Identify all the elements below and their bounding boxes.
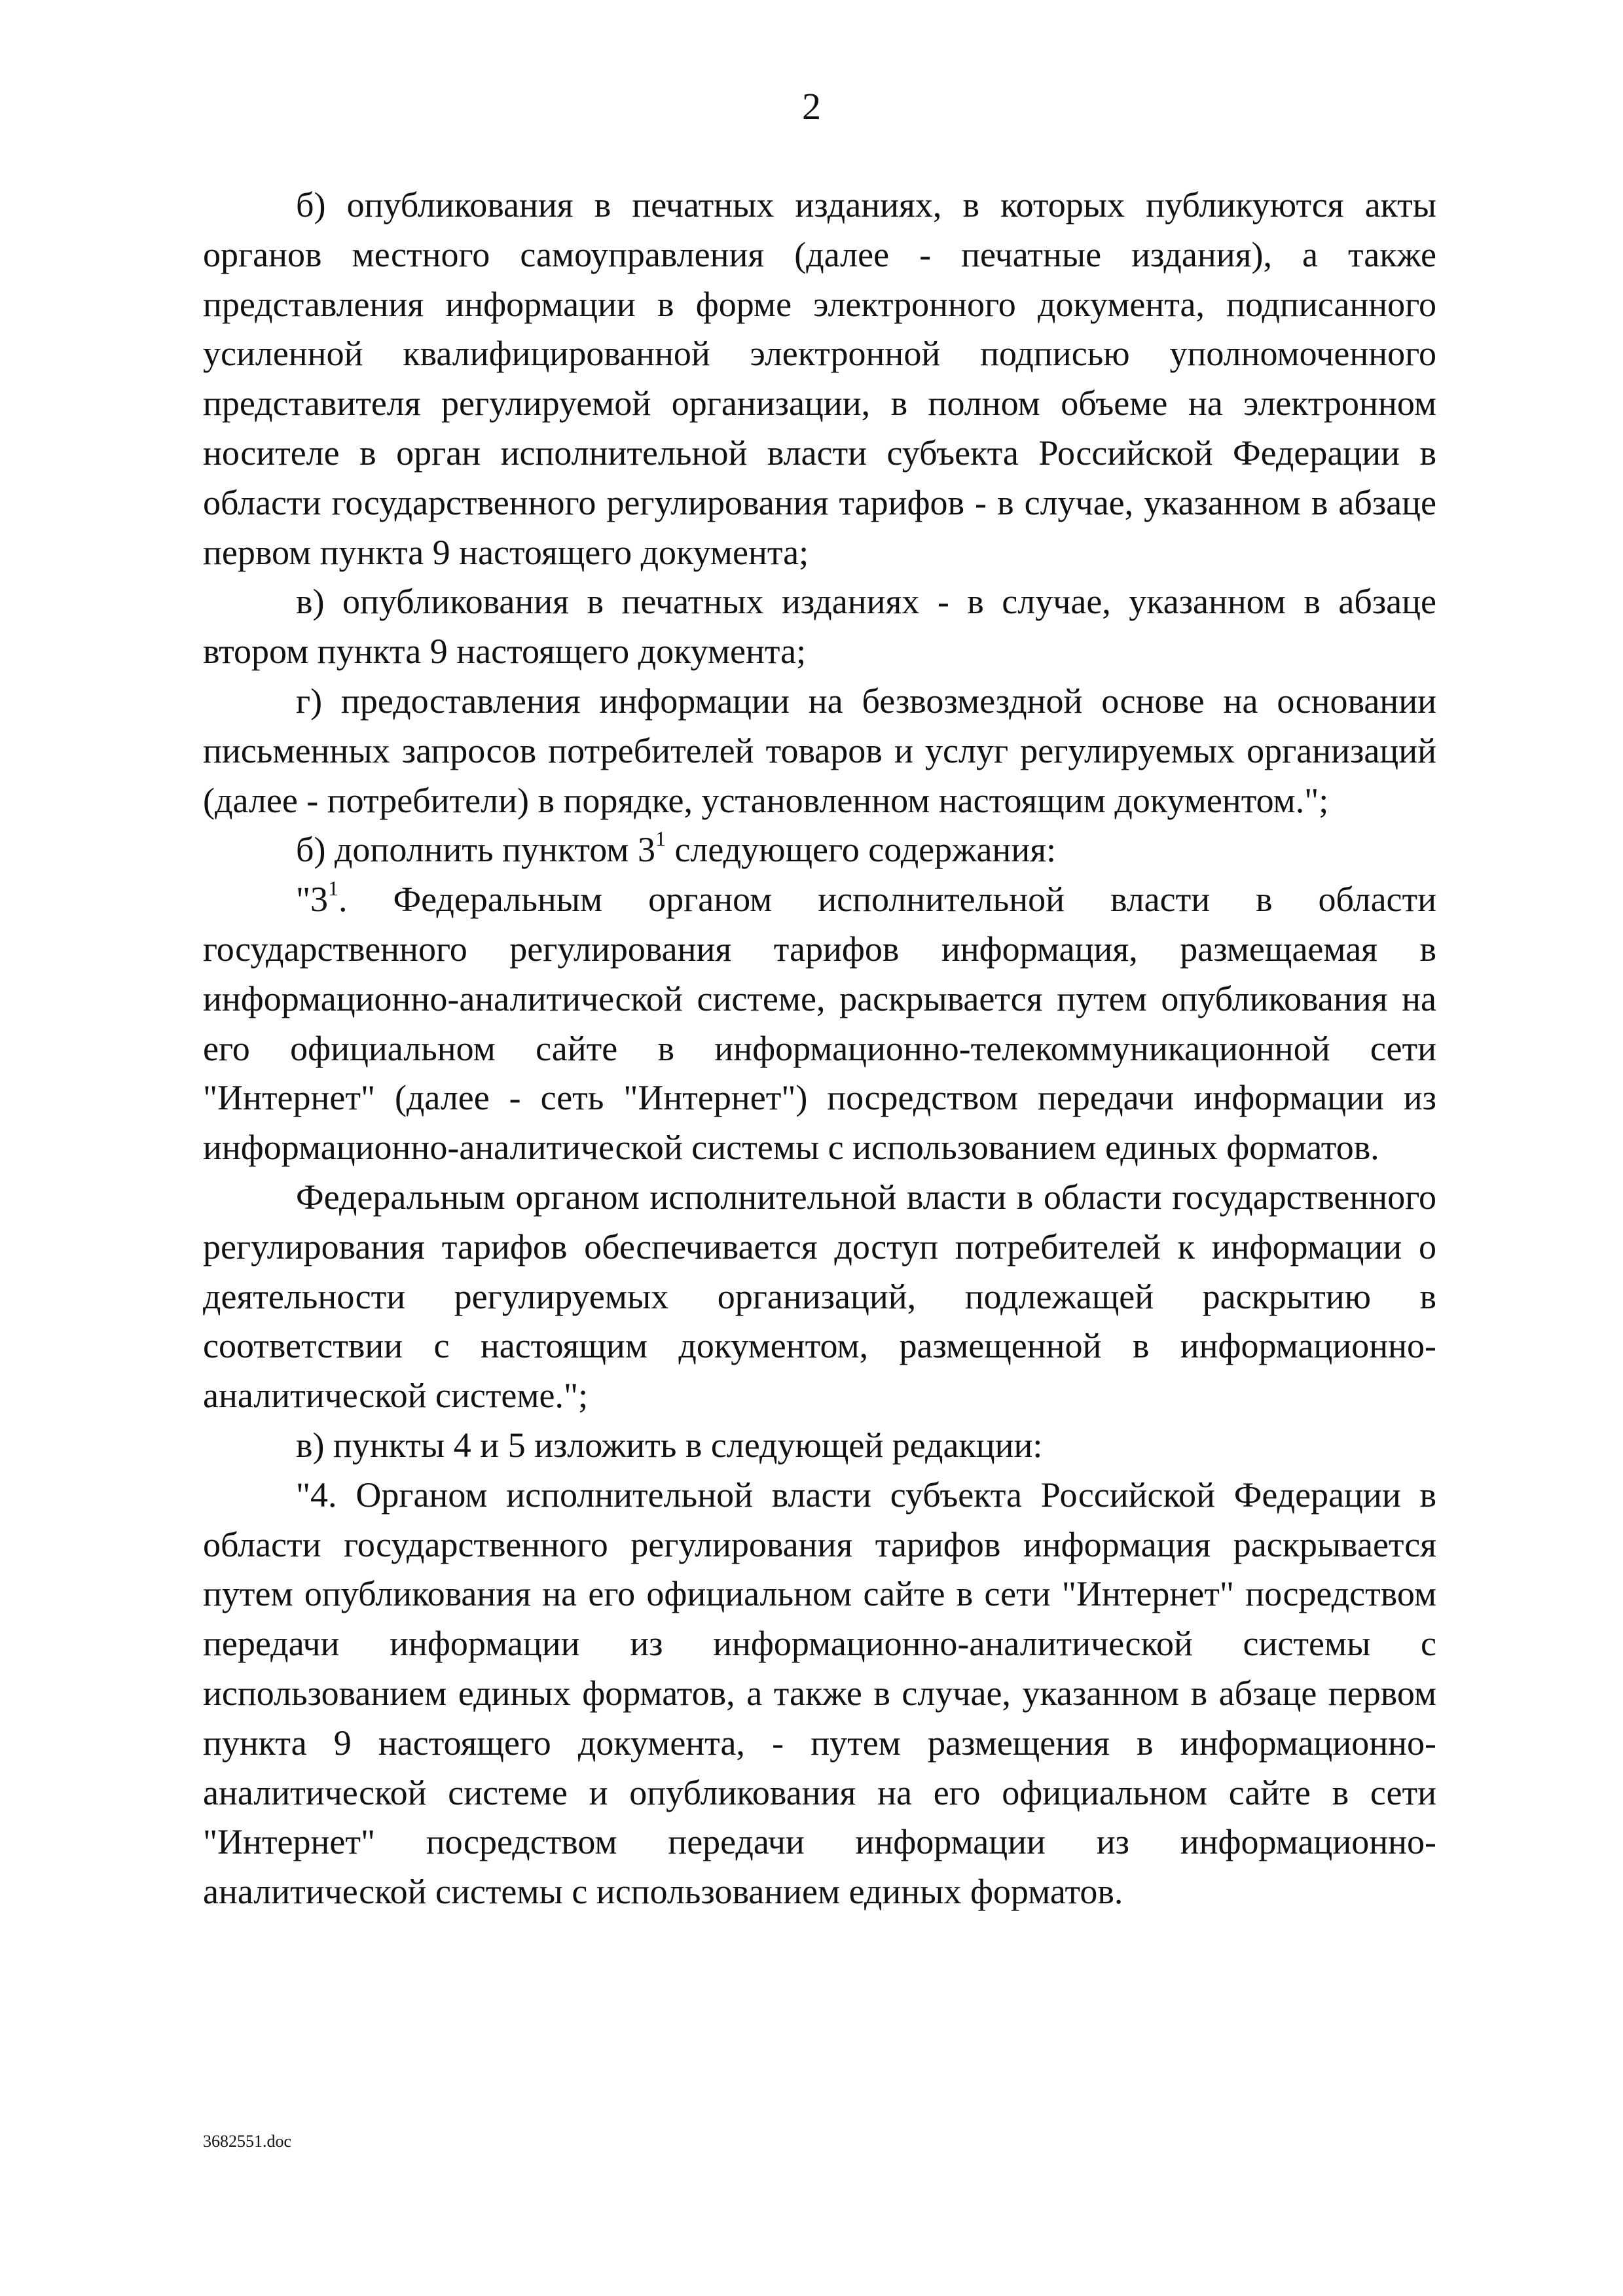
paragraph-federal-access: Федеральным органом исполнительной власти в области государственного регулирования тарифов обеспечивается доступ потребителей к информации о деятельности регулируемых организаций, подлежащей раскрытию в соответствии с настоящим документом, размещенной в информационно-аналитической системе.";: [203, 1177, 1436, 1416]
supplement-prefix: б) дополнить пунктом 3: [296, 830, 655, 870]
paragraph-b-publication: б) опубликования в печатных изданиях, в которых публикуются акты органов местного самоуправления (далее - печатные издания), а также представления информации в форме электронного документа, подписанного усиленной квалифицированной электронной подписью уполномоченного представителя регулируемой организации, в полном объеме на электронном носителе в орган исполнительной власти субъекта Российской Федерации в области государственного регулирования тарифов - в случае, указанном в абзаце первом пункта 9 настоящего документа;: [203, 185, 1436, 572]
paragraph-clause-3-1: [203, 875, 1436, 1173]
document-body: [203, 181, 1436, 1917]
clause-3-1-text: . Федеральным органом исполнительной власти в области государственного регулирования тарифов информация, размещаемая в информационно-аналитической системе, раскрывается путем опубликования на его официальном сайте в информационно-телекоммуникационной сети "Интернет" (далее - сеть "Интернет") посредством передачи информации из информационно-аналитической системы с использованием единых форматов.: [203, 880, 1436, 1168]
paragraph-v-amend-4-5: в) пункты 4 и 5 изложить в следующей редакции:: [296, 1425, 1043, 1465]
page-number: 2: [802, 85, 821, 128]
clause-3-1-open: "3: [296, 880, 329, 920]
paragraph-clause-4: "4. Органом исполнительной власти субъекта Российской Федерации в области государственного регулирования тарифов информация раскрывается путем опубликования на его официальном сайте в сети "Интернет" посредством передачи информации из информационно-аналитической системы с использованием единых форматов, а также в случае, указанном в абзаце первом пункта 9 настоящего документа, - путем размещения в информационно-аналитической системе и опубликования на его официальном сайте в сети "Интернет" посредством передачи информации из информационно-аналитической системы с использованием единых форматов.: [203, 1475, 1436, 1912]
footer-filename: 3682551.doc: [203, 2132, 292, 2151]
supplement-superscript: 1: [655, 827, 666, 851]
paragraph-g-provision: г) предоставления информации на безвозмездной основе на основании письменных запросов потребителей товаров и услуг регулируемых организаций (далее - потребители) в порядке, установленном настоящим документом.";: [203, 681, 1436, 820]
paragraph-supplement-3-1: [203, 825, 1436, 875]
paragraph-v-publication: в) опубликования в печатных изданиях - в случае, указанном в абзаце втором пункта 9 настоящего документа;: [203, 582, 1436, 672]
clause-3-1-superscript: 1: [328, 876, 339, 901]
supplement-suffix: следующего содержания:: [665, 830, 1057, 870]
